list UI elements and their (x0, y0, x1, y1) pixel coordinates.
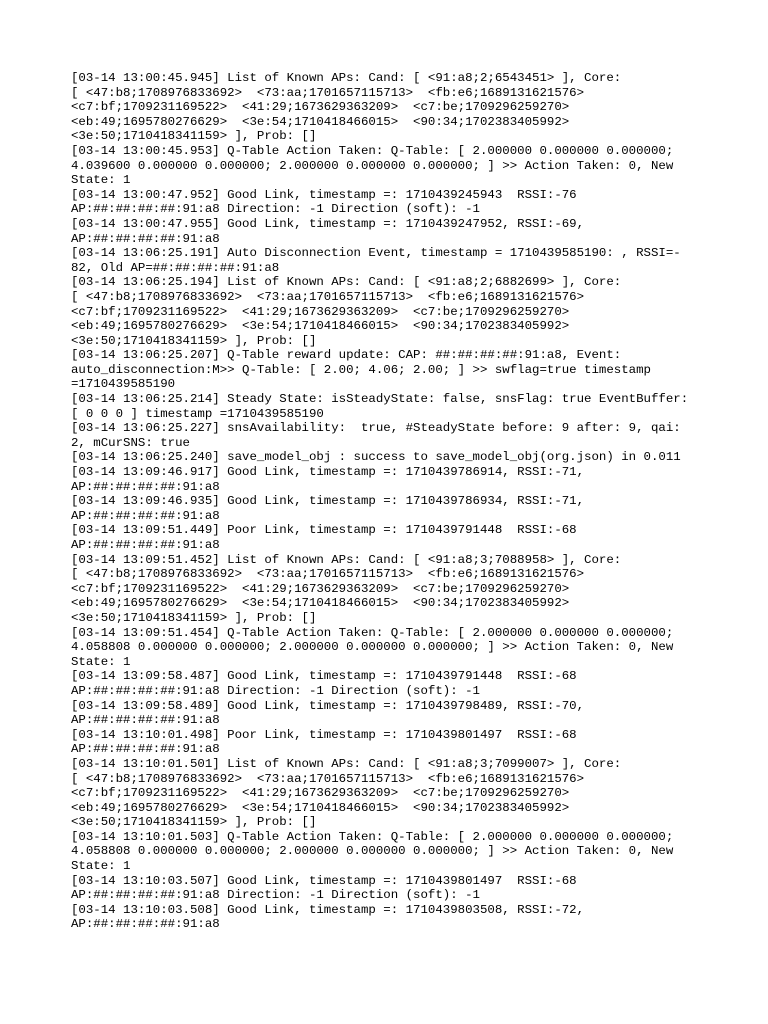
log-line: [03-14 13:06:25.194] List of Known APs: Cand: [ <91:a8;2;6882699> ], Core: (71, 275, 622, 290)
log-line: AP:##:##:##:##:91:a8 (71, 917, 220, 932)
log-line: [03-14 13:06:25.240] save_model_obj : success to save_model_obj(org.json) in 0.011 (71, 450, 681, 465)
log-line: <c7:bf;1709231169522> <41:29;1673629363209> <c7:be;1709296259270> (71, 100, 570, 115)
log-line: <c7:bf;1709231169522> <41:29;1673629363209> <c7:be;1709296259270> (71, 581, 570, 596)
log-line: [03-14 13:00:47.955] Good Link, timestamp =: 1710439247952, RSSI:-69, (71, 216, 585, 231)
log-line: [ 0 0 0 ] timestamp =1710439585190 (71, 406, 324, 421)
log-line: [03-14 13:09:58.489] Good Link, timestamp =: 1710439798489, RSSI:-70, (71, 698, 585, 713)
log-line: [03-14 13:09:58.487] Good Link, timestamp =: 1710439791448 RSSI:-68 (71, 669, 577, 684)
log-line: <eb:49;1695780276629> <3e:54;1710418466015> <90:34;1702383405992> (71, 596, 570, 611)
log-line: <3e:50;1710418341159> ], Prob: [] (71, 129, 317, 144)
log-line: <3e:50;1710418341159> ], Prob: [] (71, 333, 317, 348)
log-line: [ <47:b8;1708976833692> <73:aa;1701657115713> <fb:e6;1689131621576> (71, 771, 585, 786)
log-line: State: 1 (71, 859, 131, 874)
log-line: auto_disconnection:M>> Q-Table: [ 2.00; 4.06; 2.00; ] >> swflag=true timestamp (71, 362, 651, 377)
log-line: <eb:49;1695780276629> <3e:54;1710418466015> <90:34;1702383405992> (71, 114, 570, 129)
log-document (71, 71, 701, 932)
log-line: State: 1 (71, 173, 131, 188)
log-line: <3e:50;1710418341159> ], Prob: [] (71, 610, 317, 625)
log-line: 4.058808 0.000000 0.000000; 2.000000 0.000000 0.000000; ] >> Action Taken: 0, New (71, 640, 674, 655)
log-line: 2, mCurSNS: true (71, 435, 190, 450)
log-line: [03-14 13:10:01.498] Poor Link, timestamp =: 1710439801497 RSSI:-68 (71, 727, 577, 742)
log-line: [03-14 13:06:25.214] Steady State: isSteadyState: false, snsFlag: true EventBuffer: (71, 392, 689, 407)
log-line: [03-14 13:00:47.952] Good Link, timestamp =: 1710439245943 RSSI:-76 (71, 187, 577, 202)
log-line: AP:##:##:##:##:91:a8 Direction: -1 Direction (soft): -1 (71, 683, 480, 698)
log-line: <c7:bf;1709231169522> <41:29;1673629363209> <c7:be;1709296259270> (71, 786, 570, 801)
log-line: <eb:49;1695780276629> <3e:54;1710418466015> <90:34;1702383405992> (71, 800, 570, 815)
log-line: [03-14 13:09:51.454] Q-Table Action Taken: Q-Table: [ 2.000000 0.000000 0.000000; (71, 625, 674, 640)
log-line: [03-14 13:09:46.917] Good Link, timestamp =: 1710439786914, RSSI:-71, (71, 465, 585, 480)
log-line: [03-14 13:09:46.935] Good Link, timestamp =: 1710439786934, RSSI:-71, (71, 494, 585, 509)
log-line: AP:##:##:##:##:91:a8 Direction: -1 Direction (soft): -1 (71, 202, 480, 217)
log-line: AP:##:##:##:##:91:a8 (71, 713, 220, 728)
log-line: =1710439585190 (71, 377, 176, 392)
log-line: <eb:49;1695780276629> <3e:54;1710418466015> <90:34;1702383405992> (71, 319, 570, 334)
log-line: 4.058808 0.000000 0.000000; 2.000000 0.000000 0.000000; ] >> Action Taken: 0, New (71, 844, 674, 859)
log-line: [ <47:b8;1708976833692> <73:aa;1701657115713> <fb:e6;1689131621576> (71, 85, 585, 100)
log-line: 4.039600 0.000000 0.000000; 2.000000 0.000000 0.000000; ] >> Action Taken: 0, New (71, 158, 674, 173)
log-line: <3e:50;1710418341159> ], Prob: [] (71, 815, 317, 830)
log-line: AP:##:##:##:##:91:a8 (71, 508, 220, 523)
log-line: <c7:bf;1709231169522> <41:29;1673629363209> <c7:be;1709296259270> (71, 304, 570, 319)
log-line: [ <47:b8;1708976833692> <73:aa;1701657115713> <fb:e6;1689131621576> (71, 567, 585, 582)
log-line: [03-14 13:06:25.227] snsAvailability: true, #SteadyState before: 9 after: 9, qai: (71, 421, 681, 436)
log-line: AP:##:##:##:##:91:a8 Direction: -1 Direction (soft): -1 (71, 888, 480, 903)
log-line: [03-14 13:10:03.507] Good Link, timestamp =: 1710439801497 RSSI:-68 (71, 873, 577, 888)
log-line: [03-14 13:10:03.508] Good Link, timestamp =: 1710439803508, RSSI:-72, (71, 902, 585, 917)
log-line: [03-14 13:10:01.503] Q-Table Action Taken: Q-Table: [ 2.000000 0.000000 0.000000; (71, 829, 674, 844)
log-line: State: 1 (71, 654, 131, 669)
log-line: [03-14 13:00:45.945] List of Known APs: Cand: [ <91:a8;2;6543451> ], Core: (71, 71, 622, 85)
log-line: [03-14 13:10:01.501] List of Known APs: Cand: [ <91:a8;3;7099007> ], Core: (71, 756, 622, 771)
log-line: [03-14 13:06:25.191] Auto Disconnection Event, timestamp = 1710439585190: , RSSI=- (71, 246, 681, 261)
log-line: AP:##:##:##:##:91:a8 (71, 538, 220, 552)
log-line: AP:##:##:##:##:91:a8 (71, 231, 220, 246)
log-line: [03-14 13:00:45.953] Q-Table Action Taken: Q-Table: [ 2.000000 0.000000 0.000000; (71, 143, 674, 158)
log-line: [03-14 13:09:51.449] Poor Link, timestamp =: 1710439791448 RSSI:-68 (71, 523, 577, 538)
log-line: [03-14 13:09:51.452] List of Known APs: Cand: [ <91:a8;3;7088958> ], Core: (71, 552, 622, 567)
log-line: AP:##:##:##:##:91:a8 (71, 742, 220, 757)
log-line: [03-14 13:06:25.207] Q-Table reward update: CAP: ##:##:##:##:91:a8, Event: (71, 348, 622, 363)
log-line: AP:##:##:##:##:91:a8 (71, 479, 220, 494)
log-line: 82, Old AP=##:##:##:##:91:a8 (71, 260, 280, 275)
log-line: [ <47:b8;1708976833692> <73:aa;1701657115713> <fb:e6;1689131621576> (71, 289, 585, 304)
